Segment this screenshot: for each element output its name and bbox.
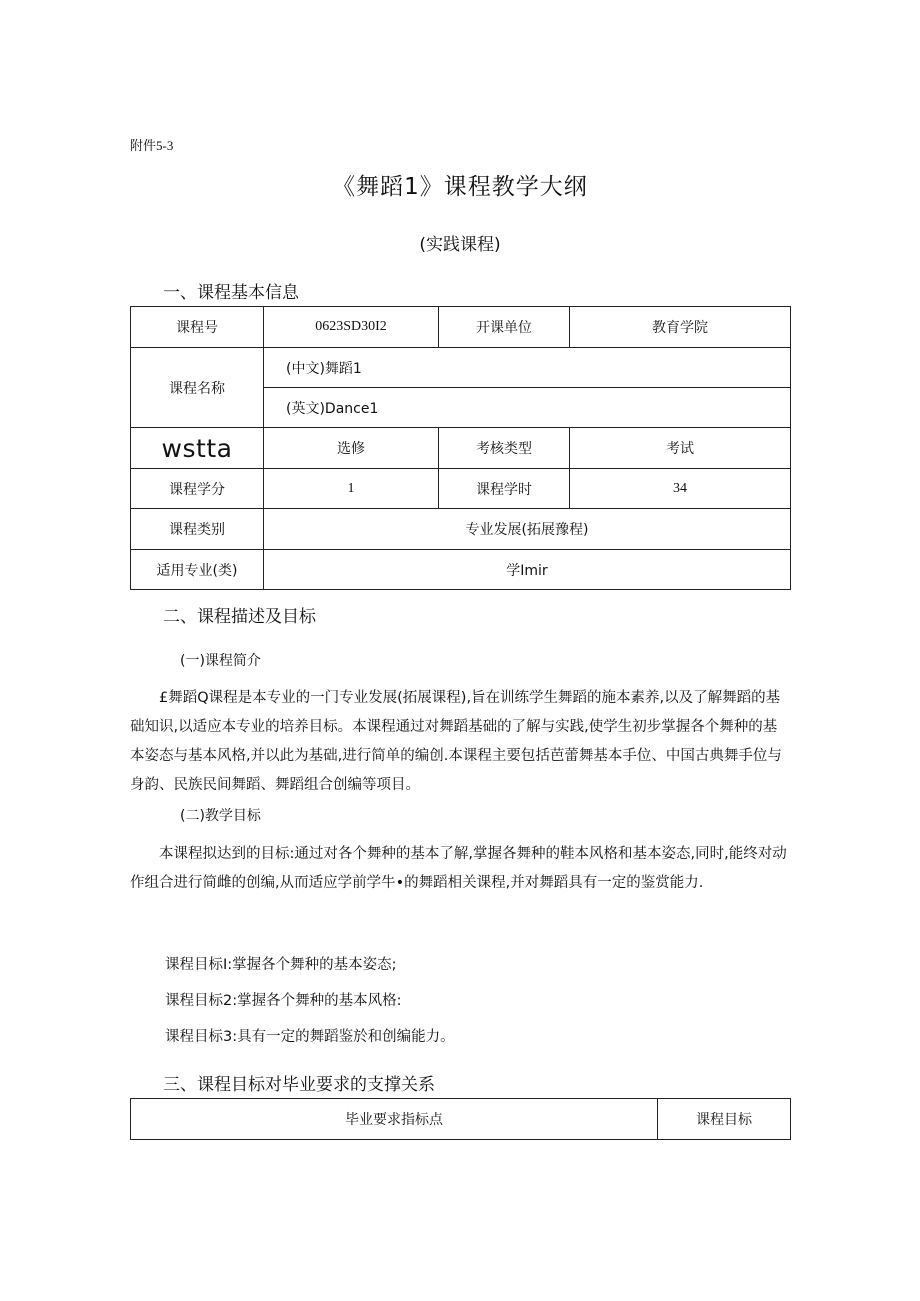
course-nature-value: 选修 <box>264 428 439 469</box>
goal-text: 本课程拟达到的目标:通过对各个舞种的基本了解,掌握各舞种的鞋本风格和基本姿态,同时,能终对动作组合进行简雌的创编,从而适应学前学牛•的舞蹈相关课程,并对舞蹈具有一定的鉴赏能力. <box>130 846 787 891</box>
document-title: 《舞蹈1》课程教学大纲 <box>332 174 588 200</box>
section3-heading: 三、课程目标对毕业要求的支撑关系 <box>163 1075 435 1095</box>
course-no-label: 课程号 <box>131 307 264 348</box>
major-label: 适用专业(类) <box>131 550 264 590</box>
section2-heading: 二、课程描述及目标 <box>163 607 316 627</box>
intro-paragraph <box>130 684 790 800</box>
attachment-label: 附件5-3 <box>130 138 174 153</box>
dept-label: 开课单位 <box>439 307 570 348</box>
course-name-cn: (中文)舞蹈1 <box>264 348 791 388</box>
section1-heading: 一、课程基本信息 <box>163 283 299 303</box>
support-col-goal: 课程目标 <box>658 1099 791 1140</box>
course-info-table <box>130 306 791 590</box>
intro-heading: (一)课程简介 <box>180 653 261 669</box>
hours-label: 课程学时 <box>439 469 570 509</box>
course-nature-label: wstta <box>131 428 264 469</box>
category-label: 课程类别 <box>131 509 264 550</box>
course-goal-3: 课程目标3:具有一定的舞蹈鉴於和创编能力。 <box>165 1029 455 1045</box>
course-goal-2: 课程目标2:掌握各个舞种的基本风格: <box>165 993 402 1009</box>
support-col-indicator: 毕业要求指标点 <box>131 1099 658 1140</box>
category-value: 专业发展(拓展豫程) <box>264 509 791 550</box>
goal-paragraph <box>130 840 790 898</box>
course-name-label: 课程名称 <box>131 348 264 428</box>
credit-value: 1 <box>264 469 439 509</box>
support-relation-table <box>130 1098 791 1140</box>
intro-text: £舞蹈Q课程是本专业的一门专业发展(拓展课程),旨在训练学生舞蹈的施本素养,以及了解舞蹈的基础知识,以适应本专业的培养目标。本课程通过对舞蹈基础的了解与实践,使学生初步掌握各个舞种的基本姿态与基本风格,并以此为基础,进行简单的编创.本课程主要包括芭蕾舞基本手位、中国古典舞手位与身韵、民族民间舞蹈、舞蹈组合创编等项目。 <box>130 690 782 793</box>
hours-value: 34 <box>570 469 791 509</box>
assess-type-label: 考核类型 <box>439 428 570 469</box>
goal-heading: (二)教学目标 <box>180 808 261 824</box>
course-goal-1: 课程目标I:掌握各个舞种的基本姿态; <box>165 957 397 973</box>
course-name-en: (英文)Dance1 <box>264 388 791 428</box>
assess-type-value: 考试 <box>570 428 791 469</box>
dept-value: 教育学院 <box>570 307 791 348</box>
major-value: 学Imir <box>264 550 791 590</box>
document-subtitle: (实践课程) <box>419 235 501 255</box>
credit-label: 课程学分 <box>131 469 264 509</box>
course-no-value: 0623SD30I2 <box>264 307 439 348</box>
